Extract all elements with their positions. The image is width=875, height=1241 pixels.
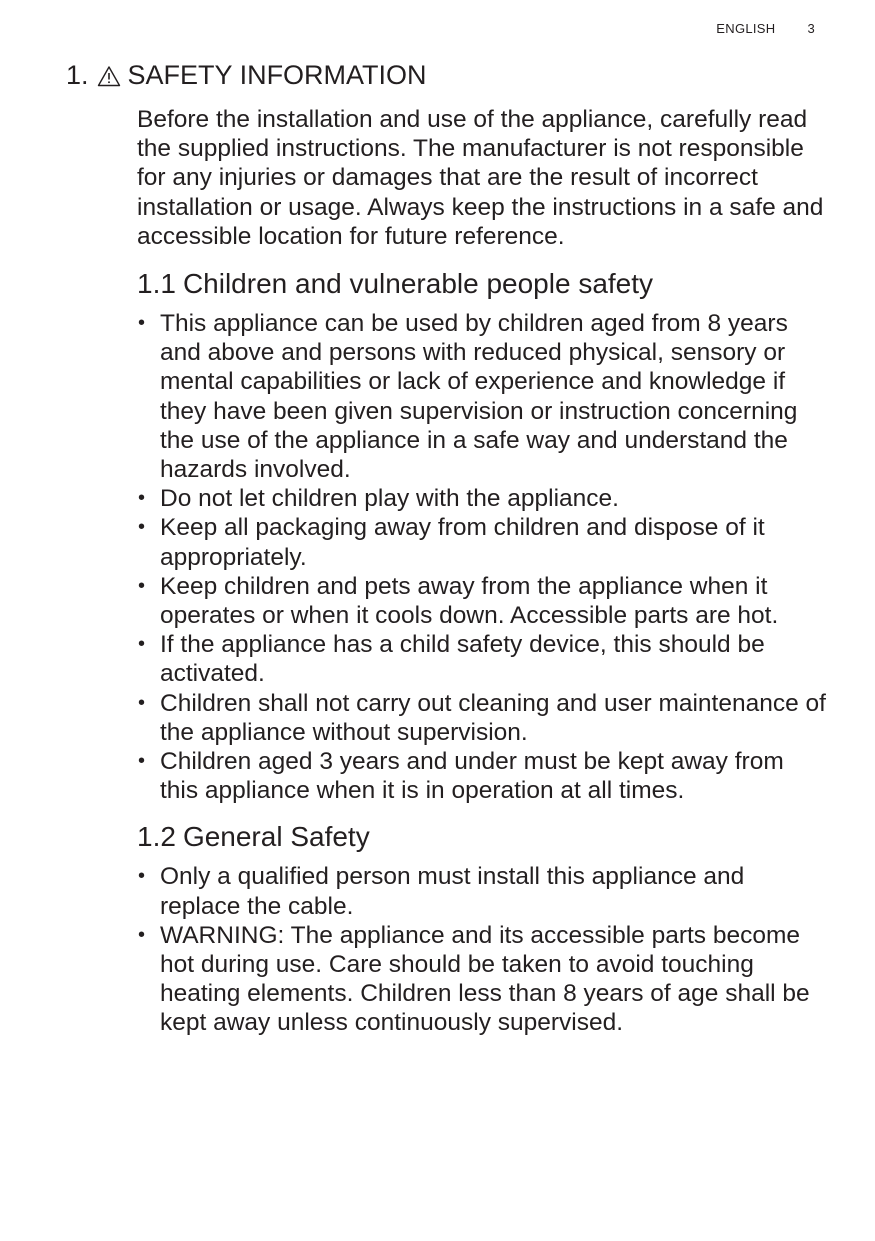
list-item: [137, 921, 827, 1038]
bullet-icon: •: [138, 633, 146, 656]
list-item-text: If the appliance has a child safety device, this should be activated.: [160, 631, 765, 688]
list-item-text: Keep all packaging away from children and dispose of it appropriately.: [160, 514, 765, 571]
list-item-text: Children shall not carry out cleaning and user maintenance of the appliance without supervision.: [160, 689, 826, 746]
list-item: [137, 689, 827, 747]
section-number: 1.: [66, 60, 89, 90]
document-body: [137, 105, 827, 1038]
list-item: [137, 862, 827, 920]
subsection-title: Children and vulnerable people safety: [182, 268, 654, 300]
list-item-text: This appliance can be used by children aged from 8 years and above and persons with reduced physical, sensory or mental capabilities or lack of experience and knowledge if they have been given supervision or instruction concerning the use of the appliance in a safe way and understand the hazards involved.: [160, 310, 798, 484]
subsection-number: 1.1: [137, 268, 176, 300]
list-item-text: Children aged 3 years and under must be kept away from this appliance when it is in operation at all times.: [160, 748, 784, 805]
page-number: 3: [807, 21, 815, 36]
list-item: [137, 572, 827, 630]
list-item: [137, 484, 827, 513]
section-title-text: SAFETY INFORMATION: [127, 60, 427, 90]
intro-paragraph: Before the installation and use of the appliance, carefully read the supplied instructions. The manufacturer is not responsible for any injuries or damages that are the result of incorrect installation or usage. Always keep the instructions in a safe and accessible location for future reference.: [137, 106, 824, 250]
list-item: [137, 630, 827, 688]
list-item: [137, 309, 827, 484]
list-item-text: Only a qualified person must install this appliance and replace the cable.: [160, 863, 745, 920]
warning-triangle-icon: [97, 65, 121, 87]
language-label: ENGLISH: [716, 21, 776, 36]
bullet-icon: •: [138, 923, 146, 946]
subsection-heading-children: [137, 267, 827, 301]
list-item-text: WARNING: The appliance and its accessible parts become hot during use. Care should be taken to avoid touching heating elements. Children less than 8 years of age shall be kept away unless continuously supervised.: [160, 921, 810, 1037]
list-item-text: Do not let children play with the appliance.: [160, 485, 619, 513]
list-item: [137, 747, 827, 805]
children-safety-list: [137, 309, 827, 805]
bullet-icon: •: [138, 487, 146, 510]
bullet-icon: •: [138, 574, 146, 597]
subsection-title: General Safety: [182, 821, 370, 853]
general-safety-list: [137, 862, 827, 1037]
bullet-icon: •: [138, 312, 146, 335]
subsection-heading-general: [137, 820, 827, 854]
list-item-text: Keep children and pets away from the appliance when it operates or when it cools down. Accessible parts are hot.: [160, 572, 779, 630]
bullet-icon: •: [138, 516, 146, 539]
bullet-icon: •: [138, 691, 146, 714]
bullet-icon: •: [138, 865, 146, 888]
section-title: [66, 60, 427, 91]
page-header: [716, 21, 815, 36]
subsection-number: 1.2: [137, 821, 176, 853]
bullet-icon: •: [138, 750, 146, 773]
list-item: [137, 513, 827, 571]
